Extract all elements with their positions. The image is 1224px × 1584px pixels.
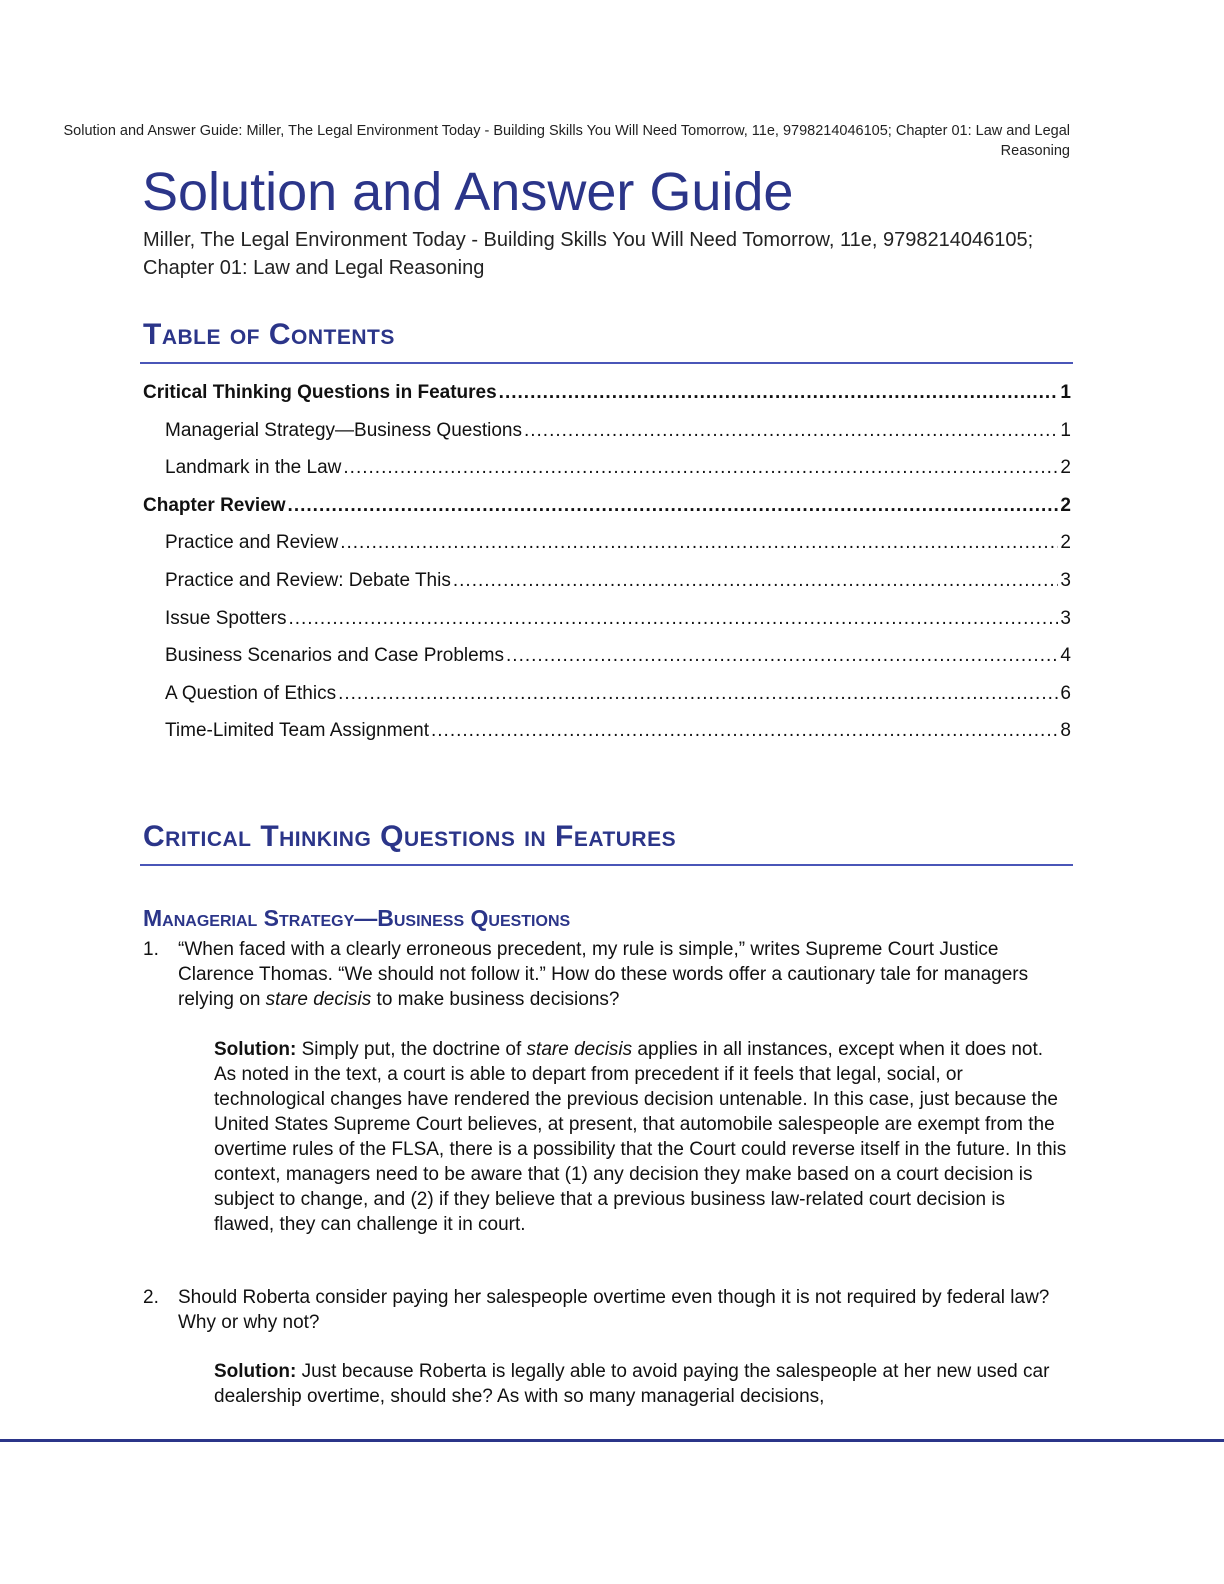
dot-leader <box>506 643 1058 669</box>
question-text: Should Roberta consider paying her salespeople overtime even though it is not required by federal law? Why or why not? <box>178 1287 1050 1333</box>
question-1 <box>143 937 1073 1012</box>
dot-leader <box>453 568 1059 594</box>
toc-entry[interactable] <box>143 568 1071 606</box>
toc-entry[interactable] <box>143 418 1071 456</box>
question-text: “When faced with a clearly erroneous precedent, my rule is simple,” writes Supreme Court Justice Clarence Thomas. “We should not follow it.” How do these words offer a cautionary tale for managers relying on <box>178 939 1029 1010</box>
subsection-heading: Managerial Strategy—Business Questions <box>143 905 571 931</box>
question-text-end: to make business decisions? <box>371 989 620 1010</box>
toc-entry-label: Issue Spotters <box>165 607 287 629</box>
toc-entry-label: Business Scenarios and Case Problems <box>165 645 505 667</box>
toc-entry[interactable] <box>143 606 1071 644</box>
toc-entry-label: A Question of Ethics <box>165 682 337 704</box>
dot-leader <box>340 530 1058 556</box>
question-number: 1. <box>143 939 159 960</box>
toc-entry-page: 2 <box>1060 457 1071 479</box>
solution-label: Solution: <box>214 1039 297 1060</box>
section-divider <box>140 864 1073 866</box>
toc-entry-page: 4 <box>1060 645 1071 667</box>
table-of-contents <box>143 380 1071 756</box>
footer-divider <box>0 1439 1224 1442</box>
toc-entry-page: 1 <box>1060 419 1071 441</box>
toc-entry-label: Landmark in the Law <box>165 457 342 479</box>
toc-entry[interactable] <box>143 681 1071 719</box>
question-emphasis: stare decisis <box>265 989 372 1010</box>
toc-entry-page: 3 <box>1060 569 1071 591</box>
dot-leader <box>288 606 1058 632</box>
question-2 <box>143 1285 1073 1335</box>
toc-entry-page: 8 <box>1060 720 1071 742</box>
solution-text-end: applies in all instances, except when it does not. As noted in the text, a court is able to depart from precedent if it feels that legal, social, or technological changes have rendered the previous decision untenable. In this case, just because the United States Supreme Court believes, at present, that automobile salespeople are exempt from the overtime rules of the FLSA, there is a possibility that the Court could reverse itself in the future. In this context, managers need to be aware that (1) any decision they make based on a court decision is subject to change, and (2) if they believe that a previous business law-related court decision is flawed, they can challenge it in court. <box>214 1039 1067 1235</box>
dot-leader <box>288 493 1059 519</box>
toc-divider <box>140 362 1073 364</box>
running-header: Solution and Answer Guide: Miller, The Legal Environment Today - Building Skills You Will Need Tomorrow, 11e, 9798214046105; Chapter 01: Law and Legal Reasoning <box>63 123 1070 159</box>
dot-leader <box>524 418 1058 444</box>
toc-entry-page: 2 <box>1060 532 1071 554</box>
toc-entry-label: Managerial Strategy—Business Questions <box>165 419 522 441</box>
toc-entry-label: Time-Limited Team Assignment <box>165 720 429 742</box>
document-subtitle: Miller, The Legal Environment Today - Building Skills You Will Need Tomorrow, 11e, 9798214046105; Chapter 01: Law and Legal Reasoning <box>143 229 1034 279</box>
solution-emphasis: stare decisis <box>526 1039 633 1060</box>
toc-entry[interactable] <box>143 530 1071 568</box>
dot-leader <box>338 681 1058 707</box>
dot-leader <box>431 718 1058 744</box>
toc-entry-page: 1 <box>1060 382 1071 403</box>
solution-label: Solution: <box>214 1361 297 1382</box>
toc-entry-label: Critical Thinking Questions in Features <box>143 382 497 403</box>
question-number: 2. <box>143 1287 159 1308</box>
section-heading: Critical Thinking Questions in Features <box>143 820 677 853</box>
solution-1 <box>214 1037 1069 1237</box>
solution-2 <box>214 1359 1069 1409</box>
toc-entry-label: Practice and Review <box>165 532 339 554</box>
toc-entry-label: Practice and Review: Debate This <box>165 569 451 591</box>
toc-entry-label: Chapter Review <box>143 494 286 516</box>
toc-entry[interactable] <box>143 718 1071 756</box>
toc-entry[interactable] <box>143 380 1071 418</box>
toc-entry[interactable] <box>143 455 1071 493</box>
toc-entry-page: 6 <box>1060 682 1071 704</box>
toc-entry[interactable] <box>143 493 1071 531</box>
toc-entry[interactable] <box>143 643 1071 681</box>
toc-heading: Table of Contents <box>143 318 395 351</box>
toc-entry-page: 2 <box>1060 494 1071 516</box>
dot-leader <box>499 380 1059 406</box>
solution-text: Simply put, the doctrine of <box>296 1039 527 1060</box>
dot-leader <box>343 455 1058 481</box>
document-title: Solution and Answer Guide <box>142 162 794 222</box>
toc-entry-page: 3 <box>1060 607 1071 629</box>
solution-text: Just because Roberta is legally able to avoid paying the salespeople at her new used car dealership overtime, should she? As with so many managerial decisions, <box>214 1361 1050 1407</box>
